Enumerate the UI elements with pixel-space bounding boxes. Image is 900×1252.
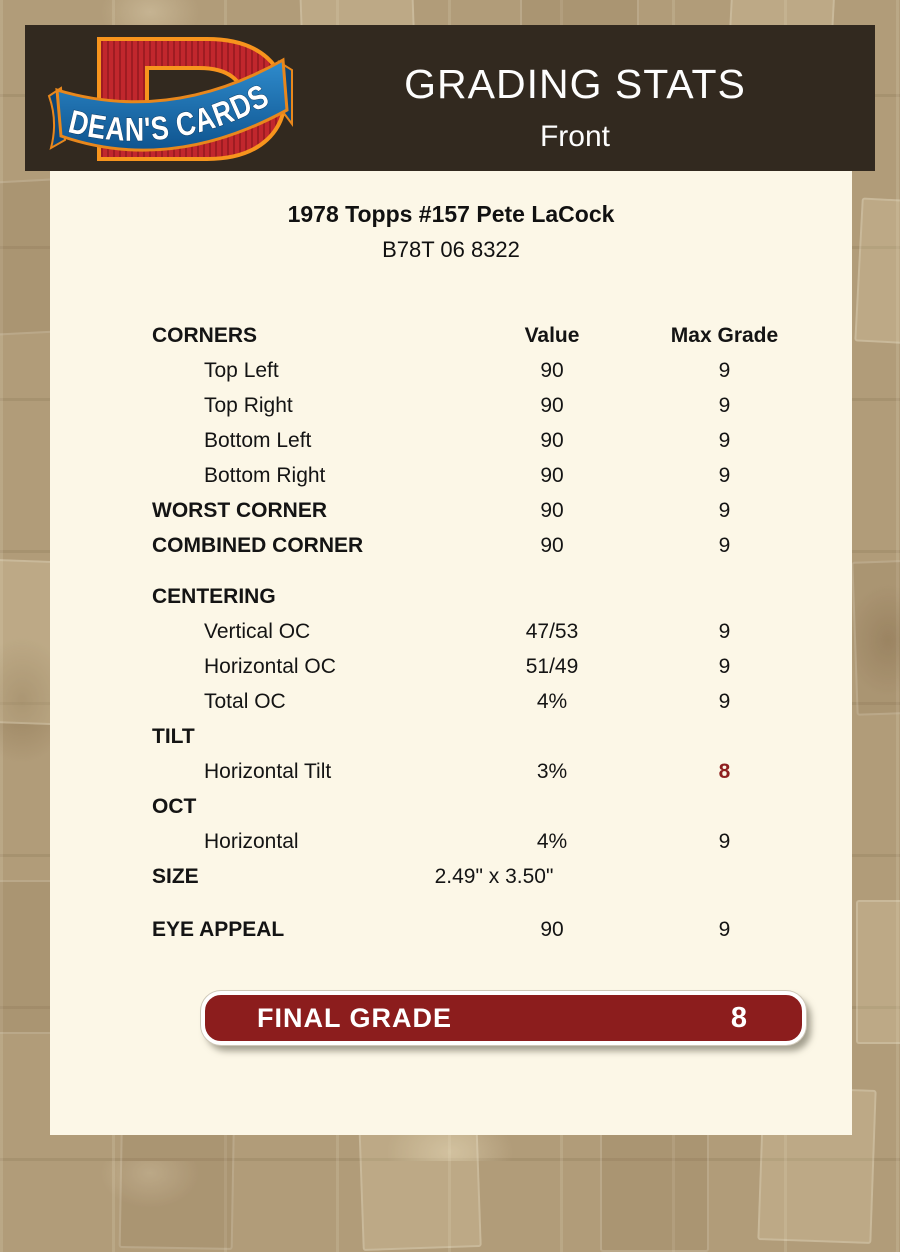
table-section-row — [152, 719, 800, 754]
table-row — [152, 388, 800, 423]
table-row — [152, 528, 800, 563]
bg-card — [856, 900, 900, 1044]
table-row — [152, 423, 800, 458]
table-row — [152, 353, 800, 388]
row-max-grade-flagged: 8 — [718, 760, 731, 783]
row-value: 47/53 — [525, 620, 579, 643]
table-row — [152, 754, 800, 789]
row-value: 90 — [540, 464, 564, 487]
row-label: EYE APPEAL — [152, 918, 285, 941]
section-label: CENTERING — [152, 585, 276, 608]
row-label: Horizontal Tilt — [204, 760, 332, 783]
column-header-max-grade: Max Grade — [670, 324, 779, 347]
row-max-grade: 9 — [718, 359, 731, 382]
final-grade-label: FINAL GRADE — [257, 1002, 453, 1033]
row-value: 4% — [536, 830, 568, 853]
header-bar — [25, 25, 875, 171]
row-label: Horizontal — [204, 830, 299, 853]
table-section-row — [152, 789, 800, 824]
row-value: 4% — [536, 690, 568, 713]
row-value — [442, 579, 662, 614]
logo-banner-text: DEAN'S CARDS — [65, 74, 279, 149]
table-row — [152, 649, 800, 684]
row-value: 90 — [540, 918, 564, 941]
table-row — [152, 824, 800, 859]
table-row — [152, 859, 800, 894]
row-value: 90 — [540, 359, 564, 382]
card-serial-number: B78T 06 8322 — [382, 237, 520, 262]
row-max-grade: 9 — [718, 655, 731, 678]
content-panel — [50, 171, 852, 1135]
row-max-grade: 9 — [718, 429, 731, 452]
page-subtitle: Front — [539, 120, 611, 153]
final-grade-button[interactable] — [201, 991, 806, 1045]
final-grade-value: 8 — [730, 1001, 747, 1034]
row-value — [442, 789, 662, 824]
deans-cards-logo — [47, 32, 293, 170]
row-label: COMBINED CORNER — [152, 534, 364, 557]
table-row — [152, 458, 800, 493]
row-value: 3% — [536, 760, 568, 783]
table-row — [152, 614, 800, 649]
page-title: GRADING STATS — [404, 61, 746, 107]
table-row — [152, 912, 800, 947]
row-max-grade: 9 — [718, 620, 731, 643]
row-max-grade — [662, 859, 787, 894]
card-title: 1978 Topps #157 Pete LaCock — [287, 201, 615, 227]
table-row — [152, 684, 800, 719]
grading-stats-table — [152, 318, 800, 947]
row-max-grade: 9 — [718, 690, 731, 713]
row-max-grade: 9 — [718, 464, 731, 487]
row-max-grade — [662, 789, 787, 824]
table-header-row — [152, 318, 800, 353]
row-max-grade: 9 — [718, 534, 731, 557]
row-max-grade — [662, 579, 787, 614]
table-row — [152, 493, 800, 528]
row-value: 90 — [540, 499, 564, 522]
row-max-grade: 9 — [718, 499, 731, 522]
row-value — [442, 719, 662, 754]
row-label: Top Left — [204, 359, 279, 382]
row-max-grade: 9 — [718, 830, 731, 853]
size-value: 2.49" x 3.50" — [434, 865, 554, 888]
row-value: 90 — [540, 394, 564, 417]
row-label: Bottom Right — [204, 464, 326, 487]
row-label: Horizontal OC — [204, 655, 336, 678]
row-max-grade — [662, 719, 787, 754]
row-label: Total OC — [204, 690, 286, 713]
section-label: TILT — [152, 725, 195, 748]
row-value: 90 — [540, 534, 564, 557]
section-label: OCT — [152, 795, 197, 818]
row-value: 51/49 — [525, 655, 579, 678]
row-label: WORST CORNER — [152, 499, 327, 522]
row-label: Vertical OC — [204, 620, 311, 643]
column-header-corners: CORNERS — [152, 324, 258, 347]
row-label: Top Right — [204, 394, 293, 417]
row-label: Bottom Left — [204, 429, 312, 452]
row-value: 90 — [540, 429, 564, 452]
bg-card — [854, 198, 900, 347]
row-label: SIZE — [152, 865, 199, 888]
bg-card — [851, 558, 900, 716]
row-max-grade: 9 — [718, 394, 731, 417]
row-max-grade: 9 — [718, 918, 731, 941]
table-section-row — [152, 579, 800, 614]
column-header-value: Value — [524, 324, 580, 347]
